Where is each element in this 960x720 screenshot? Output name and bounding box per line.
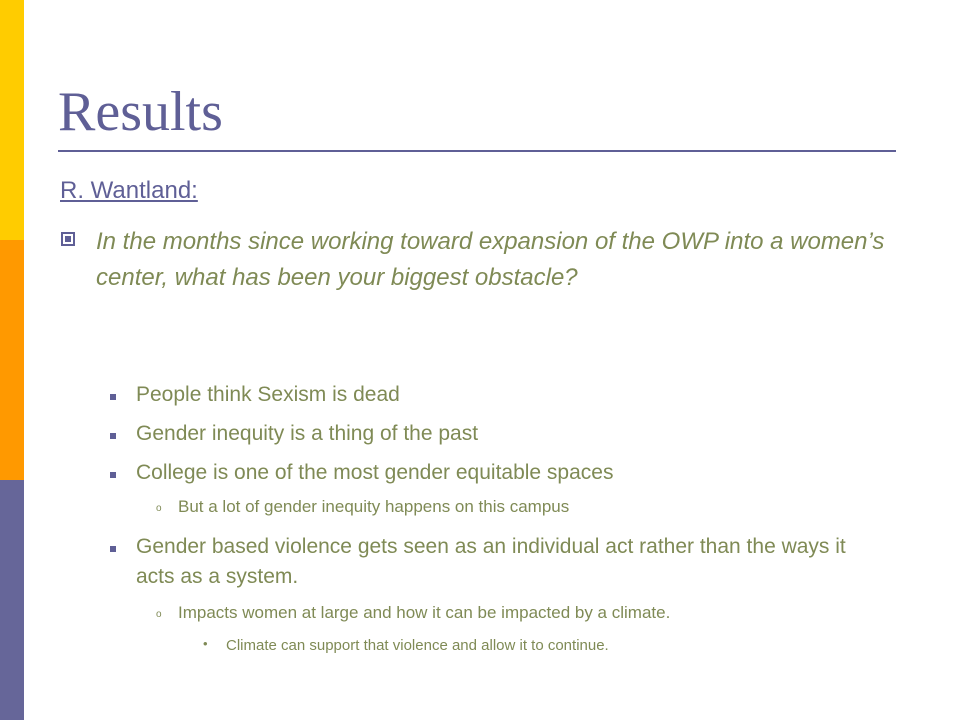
square-bullet-icon: [110, 394, 116, 400]
speaker-name: R. Wantland:: [60, 177, 198, 204]
subsubpoint-1: Climate can support that violence and allow it to continue.: [226, 637, 609, 654]
square-bullet-icon: [61, 232, 75, 246]
accent-bar-yellow: [0, 0, 24, 240]
title-divider: [58, 150, 896, 152]
square-bullet-icon: [110, 546, 116, 552]
subpoint-1: But a lot of gender inequity happens on this campus: [178, 497, 570, 516]
subpoint-2: Impacts women at large and how it can be impacted by a climate.: [178, 603, 671, 622]
circle-bullet-icon: o: [156, 609, 162, 620]
square-bullet-icon: [110, 472, 116, 478]
accent-bar-orange: [0, 240, 24, 480]
point-3: College is one of the most gender equitable spaces: [136, 461, 614, 484]
accent-bar-purple: [0, 480, 24, 720]
point-1: People think Sexism is dead: [136, 383, 400, 406]
dot-bullet-icon: •: [203, 636, 208, 651]
question-text: In the months since working toward expansion of the OWP into a women’s center, what has been your biggest obstacle?: [96, 228, 885, 291]
point-4: Gender based violence gets seen as an individual act rather than the ways it acts as a system.: [136, 535, 846, 588]
slide-title: Results: [58, 81, 223, 143]
circle-bullet-icon: o: [156, 503, 162, 514]
point-2: Gender inequity is a thing of the past: [136, 422, 479, 445]
square-bullet-icon: [110, 433, 116, 439]
